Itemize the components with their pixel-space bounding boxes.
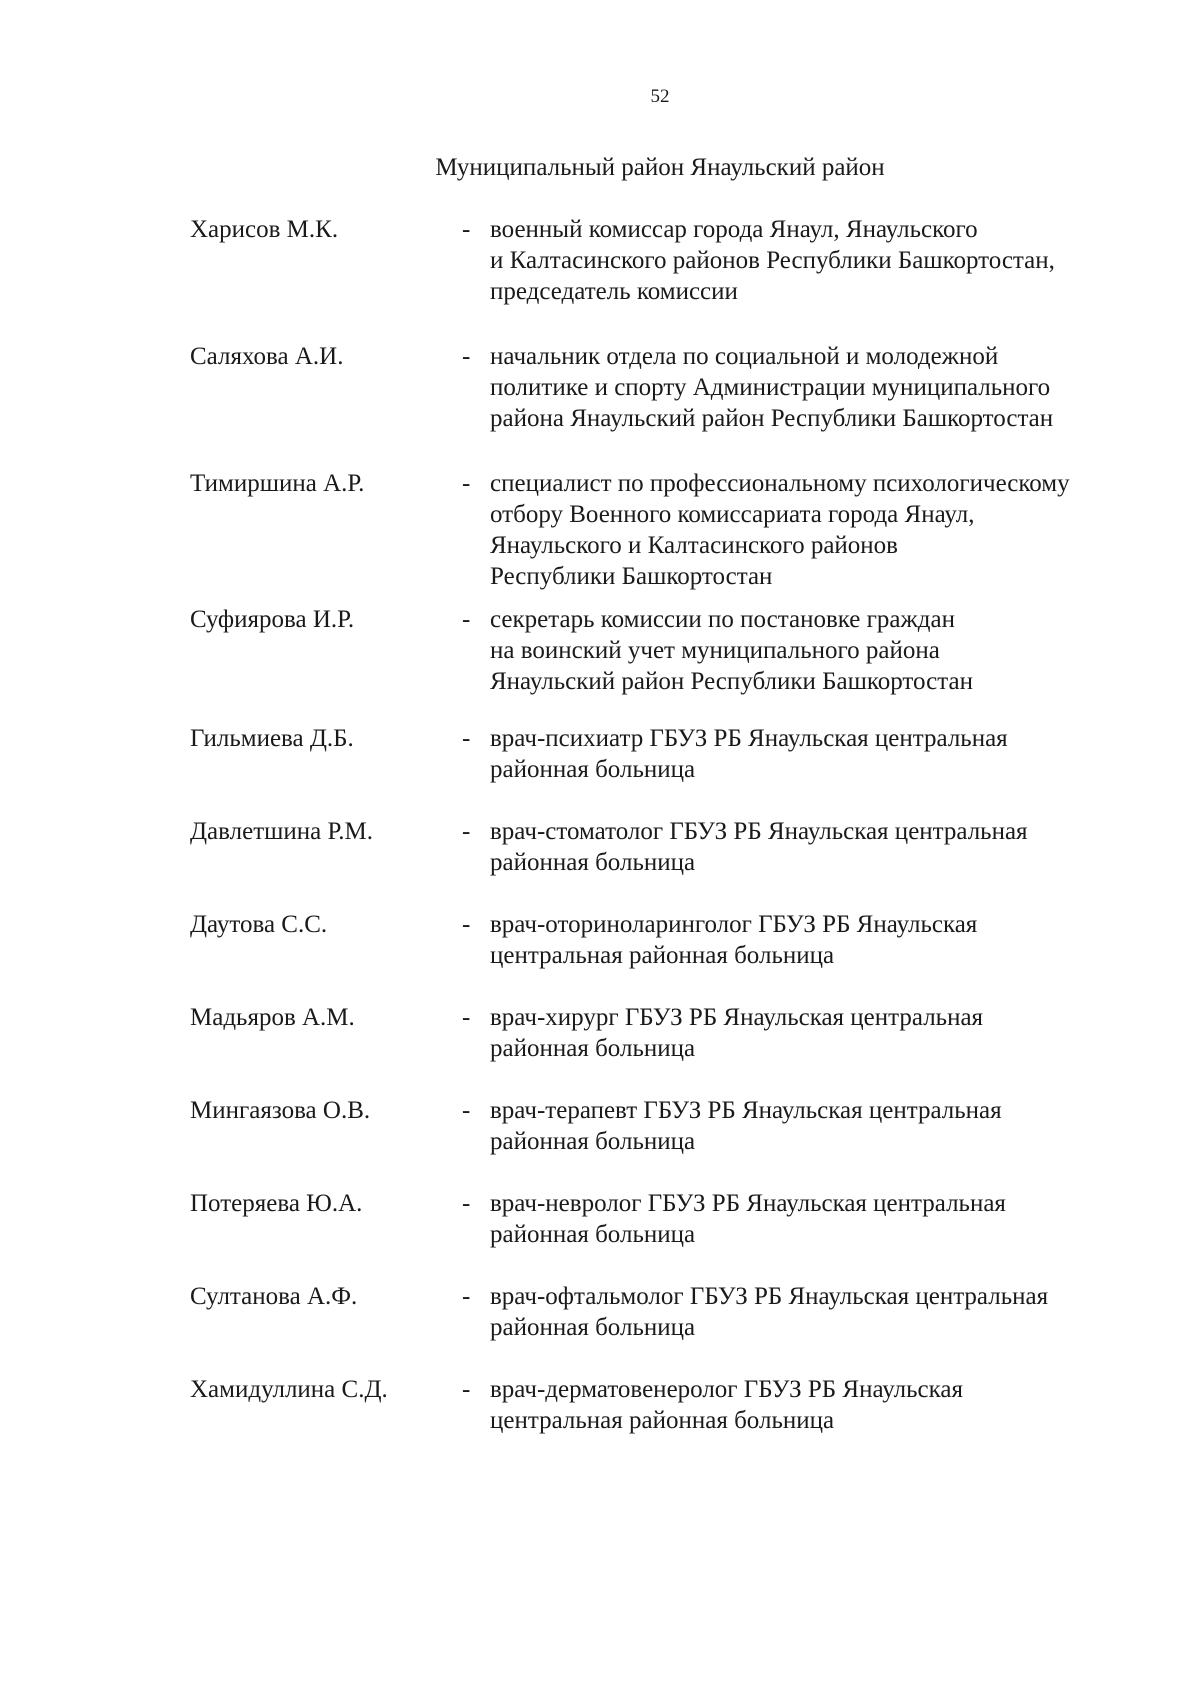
member-role-line: политике и спорту Администрации муниципального [490, 374, 1051, 401]
member-role-line: отбору Военного комиссариата города Янаул, [490, 501, 975, 528]
member-role-line: центральная районная больница [490, 1407, 835, 1434]
member-role [490, 341, 1170, 434]
member-role [490, 1002, 1170, 1064]
member-role-line: и Калтасинского районов Республики Башкортостан, [490, 247, 1055, 274]
member-row [190, 214, 1170, 307]
member-separator: - [462, 470, 471, 497]
member-name: Хамидуллина С.Д. [190, 1376, 388, 1403]
member-role-line: на воинский учет муниципального района [490, 637, 940, 664]
member-role-line: врач-психиатр ГБУЗ РБ Янаульская центральная [490, 725, 1008, 752]
member-name: Тимиршина А.Р. [190, 470, 365, 497]
member-row [190, 1374, 1170, 1436]
member-row [190, 468, 1170, 592]
member-role-line: военный комиссар города Янаул, Янаульского [490, 216, 978, 243]
member-name: Султанова А.Ф. [190, 1283, 358, 1310]
member-role [490, 1281, 1170, 1343]
member-role-line: специалист по профессиональному психологическому [490, 470, 1070, 497]
member-separator: - [462, 343, 471, 370]
member-role-line: врач-дерматовенеролог ГБУЗ РБ Янаульская [490, 1376, 964, 1403]
member-role-line: района Янаульский район Республики Башкортостан [490, 405, 1054, 432]
section-title: Муниципальный район Янаульский район [435, 154, 885, 181]
member-role-line: районная больница [490, 1314, 696, 1341]
member-separator: - [462, 911, 471, 938]
member-name: Мадьяров А.М. [190, 1004, 355, 1031]
member-role-line: врач-невролог ГБУЗ РБ Янаульская центральная [490, 1190, 1006, 1217]
member-role-line: врач-оториноларинголог ГБУЗ РБ Янаульская [490, 911, 978, 938]
member-separator: - [462, 818, 471, 845]
member-role-line: Республики Башкортостан [490, 563, 773, 590]
member-role-line: врач-стоматолог ГБУЗ РБ Янаульская центральная [490, 818, 1028, 845]
member-row [190, 1002, 1170, 1064]
member-role [490, 816, 1170, 878]
member-role-line: врач-офтальмолог ГБУЗ РБ Янаульская центральная [490, 1283, 1049, 1310]
member-role [490, 1374, 1170, 1436]
member-name: Мингаязова О.В. [190, 1097, 371, 1124]
member-row [190, 604, 1170, 697]
member-role-line: центральная районная больница [490, 942, 835, 969]
page-number: 52 [650, 86, 670, 107]
member-separator: - [462, 1097, 471, 1124]
member-name: Даутова С.С. [190, 911, 328, 938]
member-role [490, 468, 1170, 592]
member-row [190, 909, 1170, 971]
member-row [190, 341, 1170, 434]
member-role-line: районная больница [490, 1128, 696, 1155]
member-role-line: секретарь комиссии по постановке граждан [490, 606, 955, 633]
member-role-line: врач-хирург ГБУЗ РБ Янаульская центральная [490, 1004, 984, 1031]
member-role-line: Янаульского и Калтасинского районов [490, 532, 898, 559]
member-row [190, 723, 1170, 785]
member-separator: - [462, 1376, 471, 1403]
member-role [490, 723, 1170, 785]
member-role [490, 1188, 1170, 1250]
member-role-line: начальник отдела по социальной и молодежной [490, 343, 999, 370]
member-name: Саляхова А.И. [190, 343, 344, 370]
member-role [490, 909, 1170, 971]
member-name: Потеряева Ю.А. [190, 1190, 363, 1217]
member-name: Суфиярова И.Р. [190, 606, 355, 633]
member-role-line: районная больница [490, 849, 696, 876]
member-role-line: районная больница [490, 756, 696, 783]
member-row [190, 1281, 1170, 1343]
member-role-line: районная больница [490, 1035, 696, 1062]
member-separator: - [462, 606, 471, 633]
member-name: Гильмиева Д.Б. [190, 725, 354, 752]
member-role-line: председатель комиссии [490, 278, 738, 305]
member-name: Харисов М.К. [190, 216, 339, 243]
member-role-line: Янаульский район Республики Башкортостан [490, 668, 973, 695]
member-separator: - [462, 1004, 471, 1031]
member-row [190, 816, 1170, 878]
member-role [490, 214, 1170, 307]
member-row [190, 1095, 1170, 1157]
member-name: Давлетшина Р.М. [190, 818, 373, 845]
member-separator: - [462, 1190, 471, 1217]
member-separator: - [462, 1283, 471, 1310]
member-role-line: врач-терапевт ГБУЗ РБ Янаульская центральная [490, 1097, 1002, 1124]
member-separator: - [462, 216, 471, 243]
member-role [490, 1095, 1170, 1157]
member-separator: - [462, 725, 471, 752]
member-row [190, 1188, 1170, 1250]
member-role [490, 604, 1170, 697]
member-role-line: районная больница [490, 1221, 696, 1248]
